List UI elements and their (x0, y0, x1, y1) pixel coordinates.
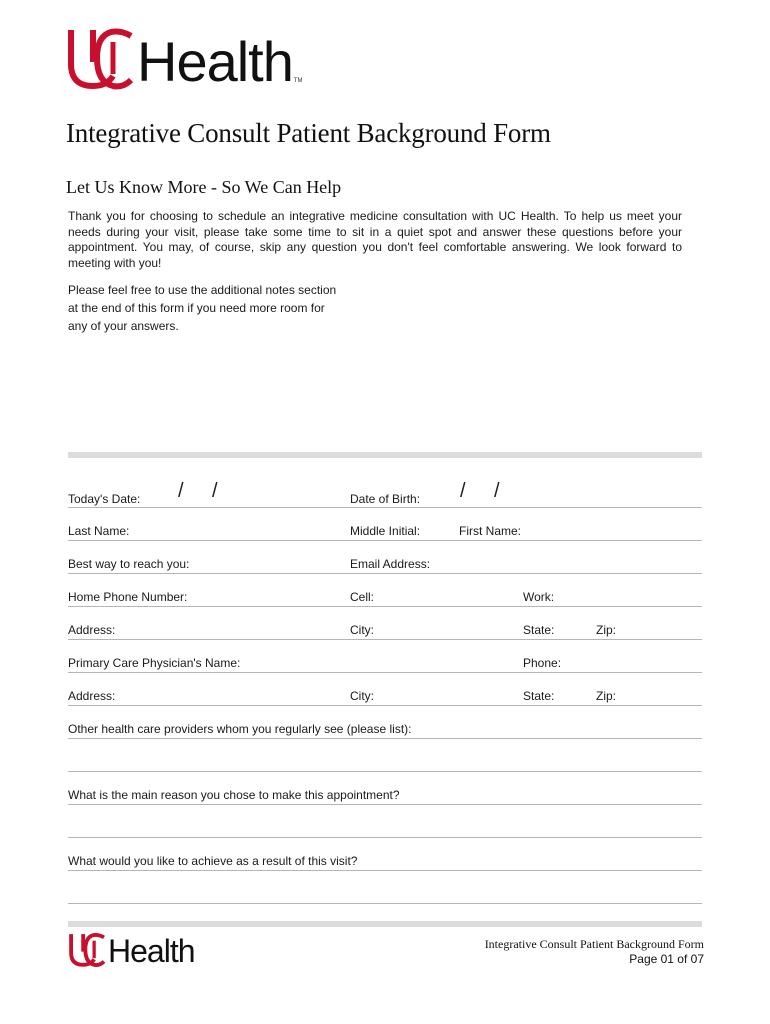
notes-line: at the end of this form if you need more room for (68, 301, 325, 315)
pcp-phone-input[interactable] (568, 654, 700, 668)
date-separator: / (178, 480, 184, 502)
home-phone-label: Home Phone Number: (68, 590, 188, 604)
middle-initial-input[interactable] (428, 522, 454, 536)
work-label: Work: (523, 590, 555, 604)
pcp-state-label: State: (523, 689, 555, 703)
answer-line (68, 871, 702, 904)
last-name-input[interactable] (136, 522, 336, 536)
achieve-label: What would you like to achieve as a result of this visit? (68, 854, 358, 868)
dob-month-input[interactable] (434, 490, 456, 504)
logo-wordmark: Health (137, 30, 293, 93)
uc-monogram-icon (68, 933, 106, 967)
cell-label: Cell: (350, 590, 375, 604)
form-row-names (68, 508, 702, 541)
city-label: City: (350, 623, 374, 637)
intro-paragraph: Thank you for choosing to schedule an integrative medicine consultation with UC Health. To help us meet your needs during your visit, please take some time to sit in a quiet spot and answer these questions before your appointment. You may, of course, skip any question you don't feel comfortable answering. We look forward to meeting with you! (68, 209, 682, 270)
form-row-pcp (68, 640, 702, 673)
section-divider (68, 452, 702, 458)
pcp-name-input[interactable] (254, 654, 514, 668)
form-row-phones (68, 574, 702, 607)
address-label: Address: (68, 623, 116, 637)
email-label: Email Address: (350, 557, 431, 571)
other-providers-label: Other health care providers whom you regularly see (please list): (68, 722, 412, 736)
pcp-phone-label: Phone: (523, 656, 562, 670)
cell-input[interactable] (380, 588, 510, 602)
form-row-dates (68, 476, 702, 508)
page-number: Page 01 of 07 (629, 952, 704, 966)
pcp-name-label: Primary Care Physician's Name: (68, 656, 241, 670)
state-input[interactable] (562, 621, 592, 635)
notes-instruction (68, 281, 368, 335)
date-of-birth-label: Date of Birth: (350, 492, 421, 506)
work-input[interactable] (560, 588, 700, 602)
trademark-mark: TM (293, 78, 303, 84)
date-separator: / (494, 480, 500, 502)
form-row-contact (68, 541, 702, 574)
achieve-input[interactable] (68, 885, 698, 899)
todays-date-month-input[interactable] (154, 490, 174, 504)
pcp-zip-input[interactable] (622, 687, 700, 701)
todays-date-day-input[interactable] (190, 490, 210, 504)
uc-monogram-icon (67, 28, 133, 90)
form-row-main-reason (68, 772, 702, 805)
other-providers-input[interactable] (68, 753, 698, 767)
notes-line: Please feel free to use the additional notes section (68, 283, 337, 297)
form-row-pcp-address (68, 673, 702, 706)
footer-logo-wordmark: Health (108, 933, 195, 969)
footer-form-title: Integrative Consult Patient Background Form (484, 937, 704, 951)
pcp-address-label: Address: (68, 689, 116, 703)
zip-input[interactable] (622, 621, 700, 635)
main-reason-label: What is the main reason you chose to make this appointment? (68, 788, 400, 802)
page-subtitle: Let Us Know More - So We Can Help (66, 177, 342, 197)
middle-initial-label: Middle Initial: (350, 524, 421, 538)
email-input[interactable] (438, 555, 698, 569)
todays-date-label: Today's Date: (68, 492, 141, 506)
form-row-achieve (68, 838, 702, 871)
pcp-city-label: City: (350, 689, 374, 703)
form-section (68, 476, 702, 904)
city-input[interactable] (380, 621, 510, 635)
pcp-state-input[interactable] (562, 687, 592, 701)
zip-label: Zip: (596, 623, 617, 637)
first-name-label: First Name: (459, 524, 522, 538)
first-name-input[interactable] (528, 522, 698, 536)
address-input[interactable] (124, 621, 339, 635)
uc-health-logo (67, 28, 303, 93)
todays-date-year-input[interactable] (226, 490, 266, 504)
footer-uc-health-logo (68, 933, 195, 967)
home-phone-input[interactable] (198, 588, 338, 602)
page-title: Integrative Consult Patient Background Form (66, 118, 551, 148)
form-row-address (68, 607, 702, 640)
answer-line (68, 739, 702, 772)
last-name-label: Last Name: (68, 524, 130, 538)
main-reason-input[interactable] (68, 819, 698, 833)
best-way-input[interactable] (200, 555, 340, 569)
pcp-zip-label: Zip: (596, 689, 617, 703)
date-separator: / (212, 480, 218, 502)
notes-line: any of your answers. (68, 319, 179, 333)
footer-divider (68, 921, 702, 927)
pcp-address-input[interactable] (124, 687, 339, 701)
state-label: State: (523, 623, 555, 637)
date-separator: / (460, 480, 466, 502)
best-way-label: Best way to reach you: (68, 557, 190, 571)
dob-year-input[interactable] (508, 490, 558, 504)
dob-day-input[interactable] (472, 490, 492, 504)
form-row-other-providers (68, 706, 702, 739)
answer-line (68, 805, 702, 838)
pcp-city-input[interactable] (380, 687, 510, 701)
